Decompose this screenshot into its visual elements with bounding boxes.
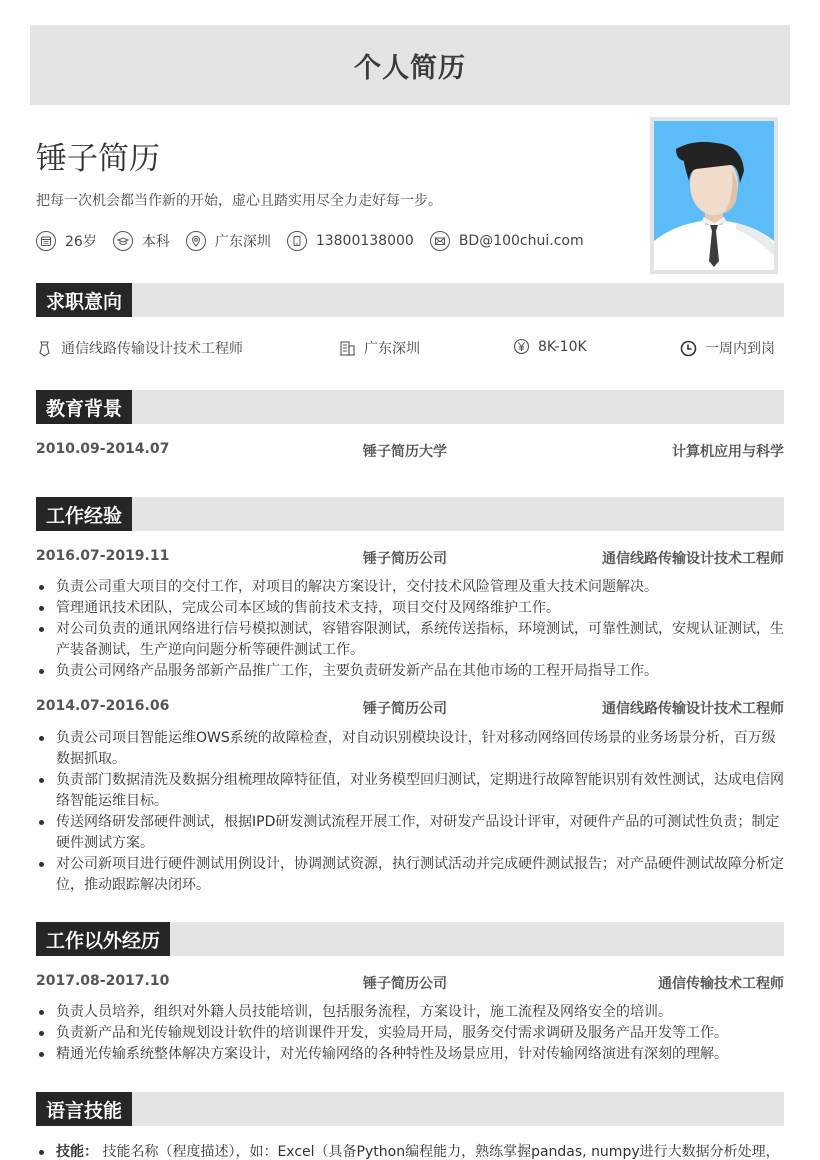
resume-banner [30, 25, 790, 105]
list-item [36, 1142, 786, 1160]
section-title-skills: 语言技能 [36, 1092, 132, 1126]
location-value: 广东深圳 [214, 234, 271, 250]
phone-value: 13800138000 [315, 233, 414, 249]
other-position: 通信传输技术工程师 [658, 976, 784, 992]
intent-position-value: 通信线路传输设计技术工程师 [61, 341, 243, 357]
contact-degree [113, 231, 170, 251]
work-entry-1-head [36, 548, 784, 568]
skill-text: 技能名称（程度描述），如：Excel（具备Python编程能力，熟练掌握pandas, numpy进行大数据分析处理， [102, 1144, 780, 1160]
work-company: 锤子简历公司 [363, 701, 447, 717]
job-intent-row [36, 338, 784, 360]
section-header-education [36, 390, 784, 424]
section-title-intent: 求职意向 [36, 283, 132, 317]
work-position: 通信线路传输设计技术工程师 [602, 701, 784, 717]
candidate-motto: 把每一次机会都当作新的开始，虚心且踏实用尽全力走好每一步。 [36, 193, 442, 209]
yuan-icon [513, 338, 530, 355]
tie-icon [36, 340, 53, 357]
list-item: 负责新产品和光传输规划设计软件的培训课件开发，实验局开局，服务交付需求调研及服务产品开发等工作。 [36, 1023, 786, 1044]
intent-city-value: 广东深圳 [364, 341, 420, 357]
section-header-work [36, 497, 784, 531]
section-title-work: 工作经验 [36, 497, 132, 531]
contact-location [186, 231, 271, 251]
contact-email [430, 231, 584, 251]
building-icon [339, 340, 356, 357]
age-value: 26岁 [65, 234, 97, 250]
work-position: 通信线路传输设计技术工程师 [602, 551, 784, 567]
list-item: 负责部门数据清洗及数据分组梳理故障特征值，对业务模型回归测试，定期进行故障智能识别有效性测试，达成电信网络智能运维目标。 [36, 770, 786, 812]
section-title-other: 工作以外经历 [36, 922, 170, 956]
list-item: 负责人员培养，组织对外籍人员技能培训，包括服务流程，方案设计，施工流程及网络安全的培训。 [36, 1002, 786, 1023]
education-major: 计算机应用与科学 [672, 444, 784, 460]
work-company: 锤子简历公司 [363, 551, 447, 567]
list-item: 对公司负责的通讯网络进行信号模拟测试，容错容限测试，系统传送指标，环境测试，可靠性测试，安规认证测试，生产装备测试，生产逆向问题分析等硬件测试工作。 [36, 619, 786, 661]
other-entry-duties [36, 1002, 786, 1065]
intent-position [36, 338, 243, 358]
education-period: 2010.09-2014.07 [36, 441, 170, 457]
skill-label: 技能： [56, 1144, 98, 1160]
work-entry-2-head [36, 698, 784, 718]
list-item: 负责公司项目智能运维OWS系统的故障检查，对自动识别模块设计，针对移动网络回传场景的业务场景分析，百万级数据抓取。 [36, 728, 786, 770]
calendar-icon [36, 231, 56, 251]
clock-icon [680, 340, 697, 357]
other-company: 锤子简历公司 [363, 976, 447, 992]
work-period: 2016.07-2019.11 [36, 548, 170, 564]
section-header-intent [36, 283, 784, 317]
avatar-illustration [654, 121, 774, 270]
list-item: 负责公司网络产品服务部新产品推广工作，主要负责研发新产品在其他市场的工程开局指导工作。 [36, 661, 786, 682]
intent-salary-value: 8K-10K [538, 338, 587, 355]
mail-icon [430, 231, 450, 251]
contact-age [36, 231, 97, 251]
list-item: 管理通讯技术团队，完成公司本区域的售前技术支持，项目交付及网络维护工作。 [36, 598, 786, 619]
intent-availability-value: 一周内到岗 [705, 341, 775, 357]
work-period: 2014.07-2016.06 [36, 698, 170, 714]
work-entry-2-duties [36, 728, 786, 896]
list-item: 负责公司重大项目的交付工作，对项目的解决方案设计，交付技术风险管理及重大技术问题解决。 [36, 577, 786, 598]
intent-availability [680, 338, 775, 358]
contact-info [36, 231, 600, 251]
other-entry-head [36, 973, 784, 993]
profile-photo [650, 117, 778, 274]
list-item: 对公司新项目进行硬件测试用例设计，协调测试资源，执行测试活动并完成硬件测试报告；对产品硬件测试故障分析定位，推动跟踪解决闭环。 [36, 854, 786, 896]
education-entry [36, 441, 784, 461]
intent-city [339, 338, 420, 358]
intent-salary [513, 338, 587, 355]
degree-value: 本科 [141, 234, 170, 250]
phone-icon [287, 231, 307, 251]
graduation-cap-icon [113, 231, 133, 251]
list-item: 精通光传输系统整体解决方案设计，对光传输网络的各种特性及场景应用，针对传输网络演进有深刻的理解。 [36, 1044, 786, 1065]
other-period: 2017.08-2017.10 [36, 973, 170, 989]
list-item: 传送网络研发部硬件测试，根据IPD研发测试流程开展工作，对研发产品设计评审，对硬件产品的可测试性负责；制定硬件测试方案。 [36, 812, 786, 854]
candidate-name: 锤子简历 [36, 141, 160, 177]
email-value: BD@100chui.com [458, 233, 584, 249]
location-pin-icon [186, 231, 206, 251]
work-entry-1-duties [36, 577, 786, 682]
education-school: 锤子简历大学 [363, 444, 447, 460]
contact-phone [287, 231, 414, 251]
skills-list [36, 1142, 786, 1160]
section-header-other [36, 922, 784, 956]
banner-title: 个人简历 [354, 52, 466, 84]
section-title-education: 教育背景 [36, 390, 132, 424]
section-header-skills [36, 1092, 784, 1126]
